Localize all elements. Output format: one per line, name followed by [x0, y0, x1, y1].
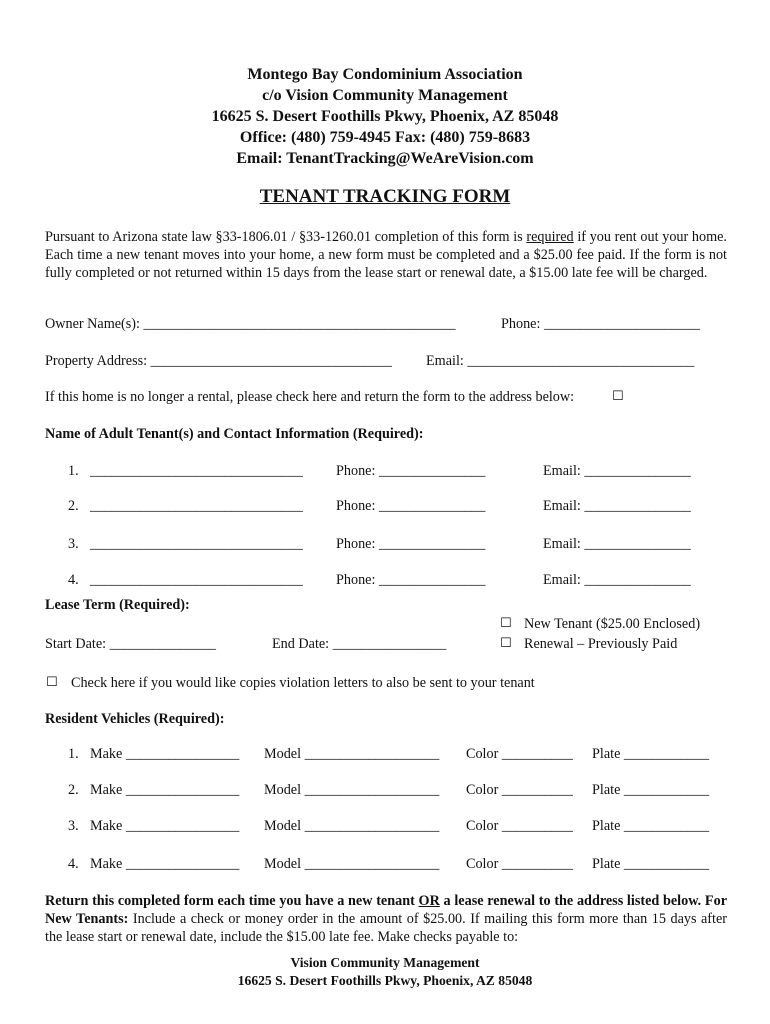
management-company: c/o Vision Community Management: [262, 87, 508, 104]
vehicle-4-make-field[interactable]: Make ________________: [90, 856, 240, 872]
vehicle-4-model-field[interactable]: Model ___________________: [264, 856, 440, 872]
tenant-2-phone-field[interactable]: Phone: _______________: [336, 498, 486, 514]
vehicle-2-color-field[interactable]: Color __________: [466, 782, 573, 798]
tenant-1-phone-field[interactable]: Phone: _______________: [336, 463, 486, 479]
vehicle-1-model-field[interactable]: Model ___________________: [264, 746, 440, 762]
new-tenant-label: New Tenant ($25.00 Enclosed): [524, 616, 701, 632]
tenant-3-phone-field[interactable]: Phone: _______________: [336, 536, 486, 552]
renewal-label: Renewal – Previously Paid: [524, 636, 678, 652]
return-text-c: Include a check or money order in the amount of $25.00. If mailing this form more than 15 days after the lease start or renewal date, include the $15.00 late fee. Make checks payable to:: [45, 911, 727, 945]
owner-name-field[interactable]: Owner Name(s): ____________________________________________: [45, 316, 456, 332]
renewal-checkbox[interactable]: ☐: [500, 636, 512, 651]
vehicle-4-color-field[interactable]: Color __________: [466, 856, 573, 872]
vehicle-4-number: 4.: [68, 856, 79, 872]
tenant-4-name-field[interactable]: ______________________________: [90, 572, 303, 588]
tenant-2-number: 2.: [68, 498, 79, 514]
return-text-a: Return this completed form each time you have a new tenant: [45, 893, 419, 909]
association-name: Montego Bay Condominium Association: [247, 66, 523, 83]
vehicle-1-color-field[interactable]: Color __________: [466, 746, 573, 762]
vehicle-1-make-field[interactable]: Make ________________: [90, 746, 240, 762]
return-instructions: [45, 892, 727, 946]
tenant-1-name-field[interactable]: ______________________________: [90, 463, 303, 479]
tenants-heading: Name of Adult Tenant(s) and Contact Information (Required):: [45, 426, 424, 442]
intro-text-2: if you rent out your home. Each time a new tenant moves into your home, a new form must be completed and a $25.00 fee paid. If the form is not fully completed or not returned within 15 days from the lease start or renewal date, a $15.00 late fee will be charged.: [45, 229, 727, 281]
new-tenant-checkbox[interactable]: ☐: [500, 616, 512, 631]
vehicle-1-plate-field[interactable]: Plate ____________: [592, 746, 710, 762]
tenant-4-number: 4.: [68, 572, 79, 588]
tenant-2-email-field[interactable]: Email: _______________: [543, 498, 691, 514]
vehicle-2-plate-field[interactable]: Plate ____________: [592, 782, 710, 798]
header-phone-fax: Office: (480) 759-4945 Fax: (480) 759-8683: [239, 129, 531, 146]
header-address: 16625 S. Desert Foothills Pkwy, Phoenix, AZ 85048: [211, 108, 559, 125]
vehicle-3-plate-field[interactable]: Plate ____________: [592, 818, 710, 834]
intro-text-1: Pursuant to Arizona state law §33-1806.01 / §33-1260.01 completion of this form is: [45, 229, 527, 245]
tenant-3-number: 3.: [68, 536, 79, 552]
tenant-3-name-field[interactable]: ______________________________: [90, 536, 303, 552]
end-date-field[interactable]: End Date: ________________: [272, 636, 447, 652]
tenant-4-phone-field[interactable]: Phone: _______________: [336, 572, 486, 588]
vehicle-3-make-field[interactable]: Make ________________: [90, 818, 240, 834]
owner-phone-field[interactable]: Phone: ______________________: [501, 316, 701, 332]
form-title: TENANT TRACKING FORM: [259, 186, 511, 207]
return-text-b: a lease renewal to the address listed below. For New Tenants:: [45, 893, 727, 927]
vehicle-3-model-field[interactable]: Model ___________________: [264, 818, 440, 834]
copies-checkbox[interactable]: ☐: [46, 675, 58, 690]
header-email: Email: TenantTracking@WeAreVision.com: [236, 150, 534, 167]
no-longer-rental-checkbox[interactable]: ☐: [612, 389, 624, 404]
footer-address: 16625 S. Desert Foothills Pkwy, Phoenix, AZ 85048: [237, 973, 533, 988]
intro-required: required: [526, 229, 574, 245]
tenant-4-email-field[interactable]: Email: _______________: [543, 572, 691, 588]
vehicle-4-plate-field[interactable]: Plate ____________: [592, 856, 710, 872]
intro-paragraph: [45, 228, 727, 282]
property-address-field[interactable]: Property Address: __________________________________: [45, 353, 392, 369]
vehicle-3-number: 3.: [68, 818, 79, 834]
lease-term-heading: Lease Term (Required):: [45, 597, 190, 613]
tenant-1-email-field[interactable]: Email: _______________: [543, 463, 691, 479]
tenant-2-name-field[interactable]: ______________________________: [90, 498, 303, 514]
vehicle-3-color-field[interactable]: Color __________: [466, 818, 573, 834]
vehicle-1-number: 1.: [68, 746, 79, 762]
return-or: OR: [418, 893, 440, 909]
copies-label: Check here if you would like copies violation letters to also be sent to your tenant: [71, 675, 535, 691]
footer-company: Vision Community Management: [290, 955, 480, 970]
no-longer-rental-text: If this home is no longer a rental, please check here and return the form to the address below:: [45, 389, 575, 405]
vehicle-2-model-field[interactable]: Model ___________________: [264, 782, 440, 798]
start-date-field[interactable]: Start Date: _______________: [45, 636, 217, 652]
owner-email-field[interactable]: Email: ________________________________: [426, 353, 695, 369]
vehicle-2-make-field[interactable]: Make ________________: [90, 782, 240, 798]
vehicle-2-number: 2.: [68, 782, 79, 798]
tenant-3-email-field[interactable]: Email: _______________: [543, 536, 691, 552]
tenant-1-number: 1.: [68, 463, 79, 479]
vehicles-heading: Resident Vehicles (Required):: [45, 711, 225, 727]
